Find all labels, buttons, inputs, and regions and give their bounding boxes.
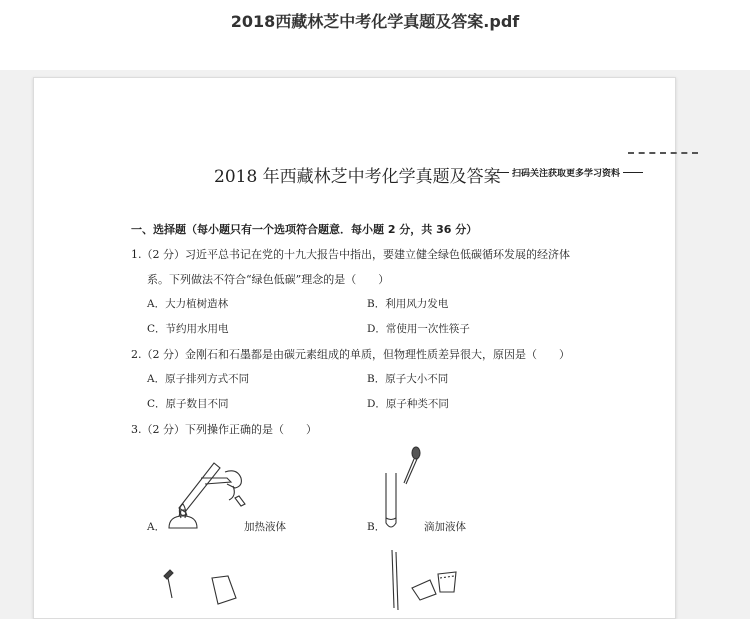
question-3-option-a-caption: 加热液体	[244, 521, 286, 533]
banner-rule-left	[497, 172, 509, 173]
question-2-stem: 2.（2 分）金刚石和石墨都是由碳元素组成的单质，但物理性质差异很大，原因是（ ）	[131, 348, 570, 361]
qr-banner	[494, 166, 646, 179]
page-heading: 2018 年西藏林芝中考化学真题及答案	[214, 167, 501, 187]
question-1-stem-line1: 1.（2 分）习近平总书记在党的十九大报告中指出，要建立健全绿色低碳循环发展的经济体	[131, 248, 570, 261]
question-3-option-b-letter: B．	[367, 521, 386, 533]
figure-d-partial	[374, 548, 474, 618]
pdf-page[interactable]	[33, 77, 676, 619]
question-2-option-c: C．原子数目不同	[147, 398, 229, 410]
question-3-stem: 3.（2 分）下列操作正确的是（ ）	[131, 423, 317, 436]
figure-c-partial	[154, 568, 244, 618]
question-3-option-a-letter: A．	[147, 521, 166, 533]
question-3-option-b-caption: 滴加液体	[424, 521, 466, 533]
header-dash-rule	[628, 152, 698, 158]
heating-liquid-figure	[159, 448, 249, 533]
section-title: 一、选择题（每小题只有一个选项符合题意．每小题 2 分，共 36 分）	[131, 223, 478, 236]
question-1-option-c: C．节约用水用电	[147, 323, 229, 335]
question-2-option-b: B．原子大小不同	[367, 373, 449, 385]
question-1-option-b: B．利用风力发电	[367, 298, 449, 310]
question-1-stem-line2: 系。下列做法不符合“绿色低碳”理念的是（ ）	[147, 273, 390, 286]
question-1-option-d: D．常使用一次性筷子	[367, 323, 470, 335]
viewer-toolbar	[0, 0, 750, 70]
qr-banner-text: 扫码关注获取更多学习资料	[512, 169, 621, 179]
question-1-option-a: A．大力植树造林	[147, 298, 229, 310]
banner-rule-right	[623, 172, 643, 173]
question-2-option-a: A．原子排列方式不同	[147, 373, 250, 385]
question-2-option-d: D．原子种类不同	[367, 398, 449, 410]
file-title: 2018西藏林芝中考化学真题及答案.pdf	[230, 12, 520, 31]
